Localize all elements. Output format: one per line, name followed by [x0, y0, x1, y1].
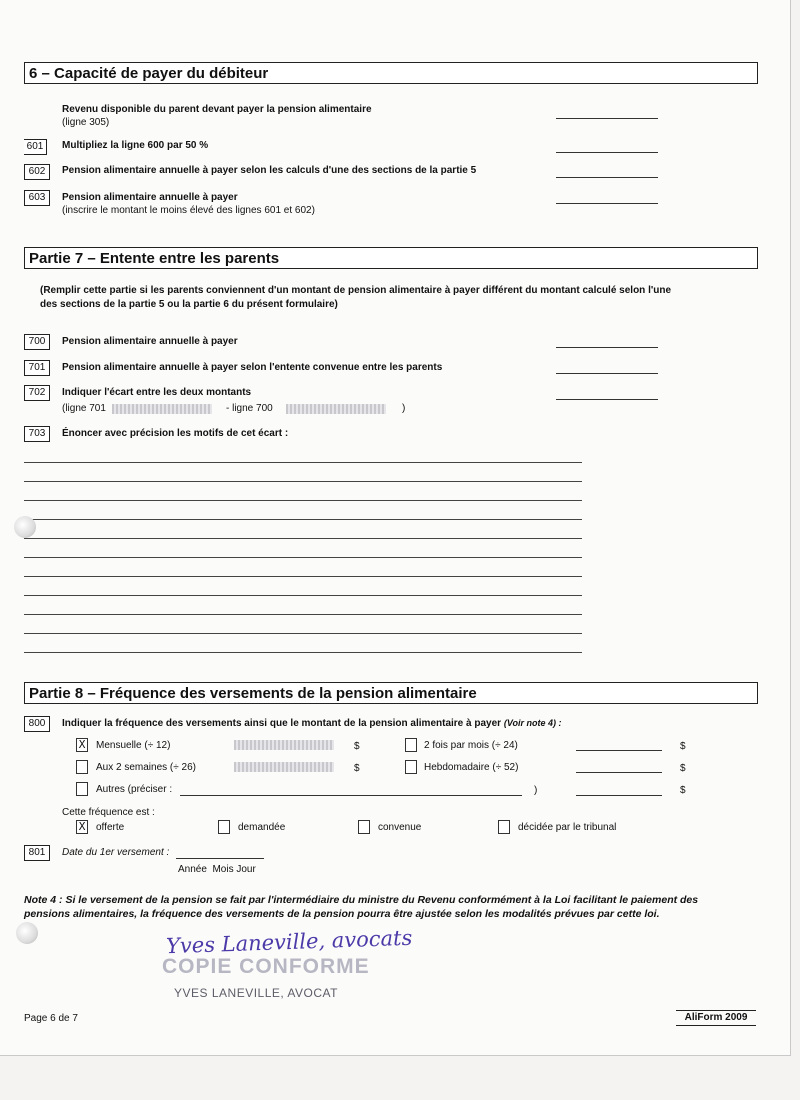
dollar-sign: $ [680, 785, 686, 796]
dollar-sign: $ [680, 741, 686, 752]
dollar-sign: $ [354, 763, 360, 774]
deux-semaines-label: Aux 2 semaines (÷ 26) [96, 762, 196, 773]
mensuelle-amount[interactable] [234, 740, 334, 750]
autres-close-paren: ) [534, 785, 538, 796]
hebdo-label: Hebdomadaire (÷ 52) [424, 762, 519, 773]
line700-label: Pension alimentaire annuelle à payer [62, 336, 238, 347]
handwritten-signature: Yves Laneville, avocats [165, 925, 413, 959]
deux-semaines-checkbox[interactable] [76, 760, 88, 774]
punch-hole [16, 922, 38, 944]
mensuelle-label: Mensuelle (÷ 12) [96, 740, 171, 751]
motifs-line[interactable] [24, 519, 582, 520]
motifs-line[interactable] [24, 481, 582, 482]
line601-label: Multipliez la ligne 600 par 50 % [62, 140, 209, 151]
line602-field[interactable] [556, 177, 658, 178]
autres-amount[interactable] [576, 795, 662, 796]
motifs-line[interactable] [24, 614, 582, 615]
line602-number: 602 [24, 164, 50, 180]
convenue-checkbox[interactable] [358, 820, 370, 834]
tribunal-label: décidée par le tribunal [518, 822, 617, 833]
part7-intro: (Remplir cette partie si les parents conviennent d'un montant de pension alimentaire à payer différent du montant calculé selon l'une des sections de la partie 5 ou la partie 6 du présent formulaire) [40, 285, 672, 310]
part6-title: 6 – Capacité de payer du débiteur [29, 65, 269, 82]
note4 [24, 893, 734, 921]
mensuelle-checkbox[interactable]: X [76, 738, 88, 752]
part8-title: Partie 8 – Fréquence des versements de la pension alimentaire [29, 685, 477, 702]
line702-field-701[interactable] [112, 404, 212, 414]
line600-field[interactable] [556, 118, 658, 119]
form-version: AliForm 2009 [676, 1010, 756, 1026]
hebdo-checkbox[interactable] [405, 760, 417, 774]
autres-precision-field[interactable] [180, 795, 522, 796]
deux-fois-checkbox[interactable] [405, 738, 417, 752]
offerte-checkbox[interactable]: X [76, 820, 88, 834]
note4-prefix: Note 4 : [24, 894, 63, 906]
line702-field-700[interactable] [286, 404, 386, 414]
demandee-checkbox[interactable] [218, 820, 230, 834]
line801-date-columns: Année Mois Jour [178, 864, 256, 875]
line700-field[interactable] [556, 347, 658, 348]
motifs-line[interactable] [24, 462, 582, 463]
motifs-line[interactable] [24, 538, 582, 539]
frequence-status-label: Cette fréquence est : [62, 807, 155, 818]
deux-fois-label: 2 fois par mois (÷ 24) [424, 740, 518, 751]
autres-checkbox[interactable] [76, 782, 88, 796]
line702-number: 702 [24, 385, 50, 401]
line702-sub1: (ligne 701 [62, 403, 106, 414]
line700-number: 700 [24, 334, 50, 350]
line702-sub3: ) [402, 403, 406, 414]
motifs-line[interactable] [24, 633, 582, 634]
line701-number: 701 [24, 360, 50, 376]
convenue-label: convenue [378, 822, 422, 833]
line702-field[interactable] [556, 399, 658, 400]
part7-title: Partie 7 – Entente entre les parents [29, 250, 280, 267]
motifs-line[interactable] [24, 652, 582, 653]
motifs-line[interactable] [24, 595, 582, 596]
line601-number: 601 [24, 139, 47, 155]
page-number: Page 6 de 7 [24, 1013, 78, 1024]
line703-number: 703 [24, 426, 50, 442]
line801-number: 801 [24, 845, 50, 861]
autres-label: Autres (préciser : [96, 784, 173, 795]
line701-field[interactable] [556, 373, 658, 374]
deux-semaines-amount[interactable] [234, 762, 334, 772]
line702-label: Indiquer l'écart entre les deux montants [62, 387, 252, 398]
note4-text: Si le versement de la pension se fait par l'intermédiaire du ministre du Revenu conformément à la Loi facilitant le paiement des pensions alimentaires, la fréquence des versements de la pension pourra être ajustée selon les modalités prévues par cette loi. [24, 894, 699, 920]
line603-number: 603 [24, 190, 50, 206]
line801-label: Date du 1er versement : [62, 847, 170, 858]
deux-fois-amount[interactable] [576, 750, 662, 751]
tribunal-checkbox[interactable] [498, 820, 510, 834]
line702-sub2: - ligne 700 [226, 403, 273, 414]
line601-field[interactable] [556, 152, 658, 153]
line800-label: Indiquer la fréquence des versements ainsi que le montant de la pension alimentaire à payer (Voir note 4) : [62, 718, 562, 729]
line600-label: Revenu disponible du parent devant payer la pension alimentaire (ligne 305) [62, 104, 372, 128]
motifs-line[interactable] [24, 576, 582, 577]
line703-label: Énoncer avec précision les motifs de cet écart : [62, 428, 289, 439]
motifs-line[interactable] [24, 500, 582, 501]
hebdo-amount[interactable] [576, 772, 662, 773]
demandee-label: demandée [238, 822, 286, 833]
line602-label: Pension alimentaire annuelle à payer selon les calculs d'une des sections de la partie 5 [62, 165, 477, 176]
dollar-sign: $ [354, 741, 360, 752]
motifs-line[interactable] [24, 557, 582, 558]
line701-label: Pension alimentaire annuelle à payer selon l'entente convenue entre les parents [62, 362, 443, 373]
line603-field[interactable] [556, 203, 658, 204]
dollar-sign: $ [680, 763, 686, 774]
offerte-label: offerte [96, 822, 125, 833]
stamp-name: YVES LANEVILLE, AVOCAT [174, 986, 338, 1000]
line603-label: Pension alimentaire annuelle à payer (inscrire le montant le moins élevé des lignes 601 et 602) [62, 192, 315, 216]
punch-hole [14, 516, 36, 538]
stamp-copie-conforme: COPIE CONFORME [162, 955, 370, 978]
line801-date-field[interactable] [176, 858, 264, 859]
part8-header [24, 682, 758, 704]
line800-number: 800 [24, 716, 50, 732]
part7-header [24, 247, 758, 269]
part6-header [24, 62, 758, 84]
